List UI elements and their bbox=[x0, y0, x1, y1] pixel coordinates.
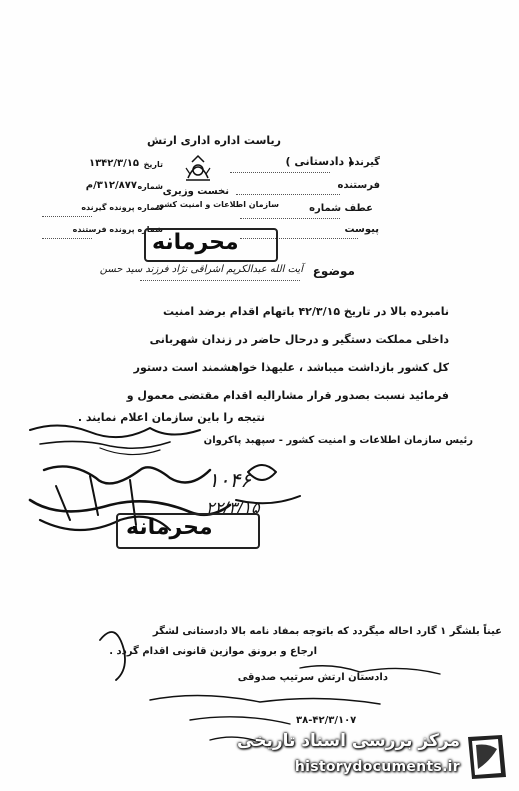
number-value: ۳۱۲/۸۷۷/م bbox=[85, 180, 137, 191]
sender-file-label: شماره پرونده فرستنده bbox=[72, 225, 163, 234]
watermark-title: مرکز بررسی اسناد تاریخی bbox=[237, 731, 460, 751]
ref-label: عطف شماره bbox=[309, 203, 373, 214]
second-stamp: محرمانه bbox=[126, 515, 213, 540]
handwritten-number: ۱۰۴۶ bbox=[208, 468, 251, 492]
body-line-2: داخلی مملکت دستگیر و درحال حاضر در زندان شهربانی bbox=[149, 333, 449, 346]
archive-logo-icon bbox=[464, 731, 510, 781]
org-title: ریاست اداره اداری ارتش bbox=[147, 134, 281, 147]
date-value: ۱۳۴۲/۳/۱۵ bbox=[88, 158, 139, 169]
subject-label: موضوع bbox=[312, 264, 355, 278]
lower-note-line-2: ارجاع و برونق موازین قانونی اقدام گردد . bbox=[109, 646, 317, 657]
body-line-5: نتیجه را باین سازمان اعلام نمایند . bbox=[77, 411, 265, 424]
lower-note-line-1: عیناً بلشگر ۱ گارد احاله میگردد که باتوجه بمفاد نامه بالا دادستانی لشگر bbox=[152, 626, 502, 637]
body-line-4: فرمائید نسبت بصدور قرار مشارالیه اقدام مقتضی معمول و bbox=[126, 389, 449, 402]
handwritten-date: ۲۲/۳/۱۵ bbox=[206, 498, 260, 517]
subject-value: آیت الله عبدالکریم اشراقی نژاد فرزند سید حسن bbox=[99, 264, 303, 275]
body-line-3: کل کشور بازداشت میباشد ، علیهذا خواهشمند است دستور bbox=[133, 361, 449, 374]
number-label: شماره bbox=[137, 182, 163, 191]
emblem-caption-1: نخست وزیری bbox=[162, 186, 229, 197]
receiver-file-label: شماره پرونده گیرنده bbox=[81, 203, 163, 212]
lower-note-line-3: دادستان ارتش سرتیپ صدوقی bbox=[237, 672, 388, 683]
receiver-value: ( دادستانی ) bbox=[285, 155, 353, 168]
confidential-stamp: محرمانه bbox=[152, 230, 239, 255]
receiver-label: گیرنده bbox=[348, 157, 380, 168]
signature-line: رئیس سازمان اطلاعات و امنیت کشور - سپهبد پاکروان bbox=[203, 435, 473, 446]
attach-label: پیوست bbox=[344, 224, 379, 235]
emblem-caption-2: سازمان اطلاعات و امنیت کشور bbox=[154, 200, 279, 209]
date-label: تاریخ bbox=[143, 160, 163, 169]
handwritten-footer: ۳۸-۴۲/۳/۱۰۷ bbox=[296, 715, 357, 726]
watermark-url: historydocuments.ir bbox=[294, 759, 460, 775]
watermark-banner bbox=[236, 727, 512, 785]
body-line-1: نامبرده بالا در تاریخ ۴۲/۳/۱۵ باتهام اقدام برضد امنیت bbox=[162, 305, 449, 318]
sender-label: فرستنده bbox=[337, 180, 380, 191]
